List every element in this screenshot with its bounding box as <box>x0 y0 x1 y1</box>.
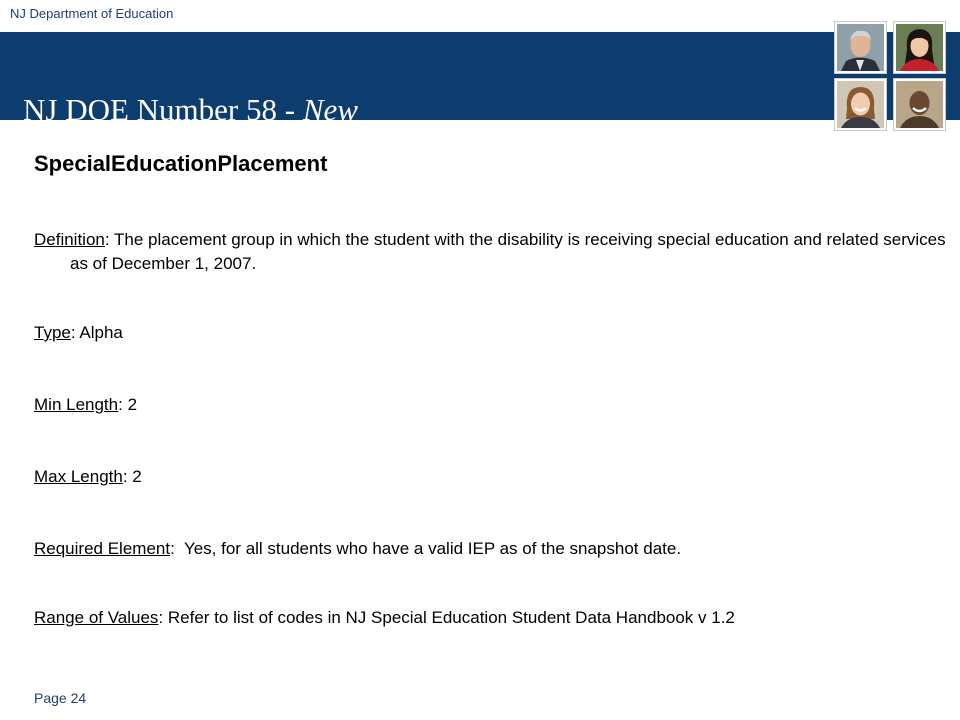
field-label: Required Element <box>34 539 171 558</box>
field-value: Alpha <box>79 323 123 342</box>
field-max-length <box>34 465 914 489</box>
photo-collage <box>833 20 949 130</box>
photo-man-smiling <box>894 79 945 130</box>
photo-man-suit <box>835 22 886 73</box>
field-separator: : <box>118 395 128 414</box>
field-label: Max Length <box>34 467 123 486</box>
field-separator: : <box>170 539 184 558</box>
element-name-heading: SpecialEducationPlacement <box>34 151 328 176</box>
field-label: Range of Values <box>34 608 159 627</box>
title-banner <box>0 32 960 127</box>
field-value: 2 <box>132 467 142 486</box>
org-name: NJ Department of Education <box>10 6 174 21</box>
field-required-element <box>34 537 914 561</box>
field-value: Refer to list of codes in NJ Special Education Student Data Handbook v 1.2 <box>167 608 735 627</box>
title-suffix: New <box>302 92 358 127</box>
field-label: Min Length <box>34 395 119 414</box>
field-value: The placement group in which the student with the disability is receiving special education and related services as of December 1, 2007. <box>70 230 946 273</box>
field-range-of-values <box>34 606 914 630</box>
field-type <box>34 321 914 345</box>
field-separator: : <box>70 323 80 342</box>
field-label: Type <box>34 323 71 342</box>
slide-title <box>23 92 358 128</box>
field-separator: : <box>104 230 115 249</box>
title-main: NJ DOE Number 58 - <box>23 92 303 127</box>
field-min-length <box>34 393 914 417</box>
field-value: 2 <box>127 395 138 414</box>
field-separator: : <box>122 467 133 486</box>
field-definition <box>34 228 950 276</box>
field-value: Yes, for all students who have a valid IEP as of the snapshot date. <box>183 539 682 558</box>
photo-woman-red <box>894 22 945 73</box>
page-number: Page 24 <box>34 690 87 706</box>
photo-woman-smiling <box>835 79 886 130</box>
field-separator: : <box>158 608 168 627</box>
field-label: Definition <box>34 230 105 249</box>
